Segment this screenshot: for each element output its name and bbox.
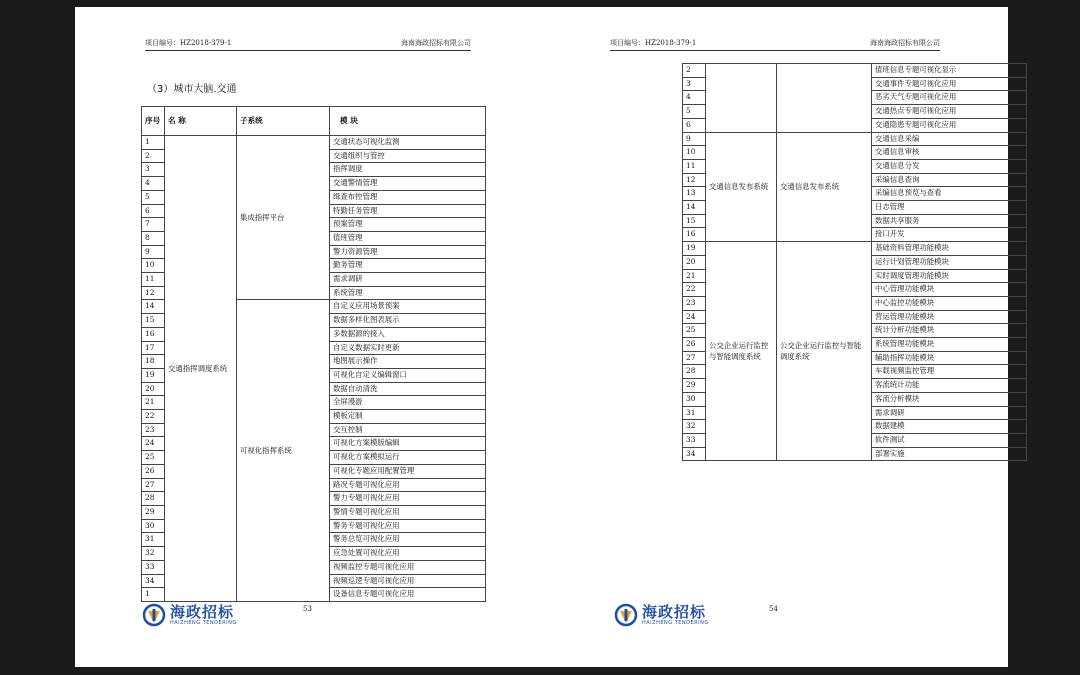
module-cell: 中心管理功能模块 xyxy=(872,283,1027,297)
module-cell: 基础资料管理功能模块 xyxy=(872,242,1027,256)
logo-chinese-text: 海政招标 xyxy=(642,602,707,621)
module-cell: 部署实施 xyxy=(872,447,1027,461)
module-cell: 指挥调度 xyxy=(330,163,486,177)
name-cell-continued xyxy=(706,64,777,133)
module-cell: 交通隐患专题可视化应用 xyxy=(872,118,1027,132)
module-cell: 营运管理功能模块 xyxy=(872,310,1027,324)
document-spread xyxy=(75,7,1008,667)
row-number: 9 xyxy=(142,245,165,259)
row-number: 28 xyxy=(142,492,165,506)
logo-mark-icon xyxy=(142,603,166,627)
subsystem-cell: 交通信息发布系统 xyxy=(777,132,872,242)
subsystem-cell: 可视化指挥系统 xyxy=(237,300,330,601)
row-number: 26 xyxy=(683,338,706,352)
row-number: 21 xyxy=(142,396,165,410)
company-logo xyxy=(614,603,709,627)
module-cell: 交通热点专题可视化应用 xyxy=(872,105,1027,119)
row-number: 30 xyxy=(142,519,165,533)
subsystem-cell: 集成指挥平台 xyxy=(237,136,330,300)
module-cell: 多数据源的接入 xyxy=(330,327,486,341)
module-cell: 值班管理 xyxy=(330,231,486,245)
logo-english-text: HAIZHENG TENDERING xyxy=(170,619,237,626)
page-54 xyxy=(542,7,1008,667)
module-cell: 应急处置可视化应用 xyxy=(330,547,486,561)
row-number: 25 xyxy=(142,451,165,465)
table-row xyxy=(683,132,1027,146)
module-cell: 交通组织与管控 xyxy=(330,149,486,163)
page-number: 54 xyxy=(769,605,778,613)
module-cell: 中心监控功能模块 xyxy=(872,296,1027,310)
module-cell: 客流统计功能 xyxy=(872,379,1027,393)
module-cell: 数据建模 xyxy=(872,420,1027,434)
module-cell: 视频监控专题可视化应用 xyxy=(330,560,486,574)
logo-chinese-text: 海政招标 xyxy=(170,602,235,621)
module-cell: 车载视频监控管理 xyxy=(872,365,1027,379)
row-number: 13 xyxy=(683,187,706,201)
module-table xyxy=(141,106,486,602)
row-number: 6 xyxy=(142,204,165,218)
module-cell: 数据共享服务 xyxy=(872,214,1027,228)
module-cell: 统计分析功能模块 xyxy=(872,324,1027,338)
row-number: 10 xyxy=(683,146,706,160)
row-number: 20 xyxy=(683,255,706,269)
system-name-cell: 交通指挥调度系统 xyxy=(165,136,237,602)
row-number: 3 xyxy=(142,163,165,177)
table-body xyxy=(683,64,1027,461)
row-number: 34 xyxy=(142,574,165,588)
row-number: 15 xyxy=(683,214,706,228)
module-cell: 自定义数据实时更新 xyxy=(330,341,486,355)
module-cell: 交通状态可视化监测 xyxy=(330,136,486,150)
module-cell: 日志管理 xyxy=(872,201,1027,215)
row-number: 1 xyxy=(142,588,165,602)
col-header-module: 模 块 xyxy=(330,107,486,136)
row-number: 34 xyxy=(683,447,706,461)
row-number: 14 xyxy=(142,300,165,314)
row-number: 22 xyxy=(683,283,706,297)
row-number: 28 xyxy=(683,365,706,379)
row-number: 3 xyxy=(683,77,706,91)
row-number: 9 xyxy=(683,132,706,146)
row-number: 18 xyxy=(142,355,165,369)
col-header-subsystem: 子系统 xyxy=(237,107,330,136)
module-cell: 设备信息专题可视化应用 xyxy=(330,588,486,602)
module-cell: 系统管理功能模块 xyxy=(872,338,1027,352)
module-cell: 模板定制 xyxy=(330,410,486,424)
project-number: 项目编号：HZ2018-379-1 xyxy=(610,39,697,47)
table-row xyxy=(683,64,1027,78)
row-number: 29 xyxy=(683,379,706,393)
module-table xyxy=(682,63,1027,461)
row-number: 2 xyxy=(683,64,706,78)
system-name-cell: 公交企业运行监控与智能调度系统 xyxy=(706,242,777,461)
module-cell: 交通警情管理 xyxy=(330,177,486,191)
module-cell: 值班信息专题可视化显示 xyxy=(872,64,1027,78)
row-number: 27 xyxy=(683,351,706,365)
row-number: 33 xyxy=(142,560,165,574)
row-number: 16 xyxy=(142,327,165,341)
module-cell: 自定义应用场景预案 xyxy=(330,300,486,314)
row-number: 31 xyxy=(683,406,706,420)
module-cell: 警务专题可视化应用 xyxy=(330,519,486,533)
row-number: 5 xyxy=(683,105,706,119)
module-cell: 交通信息采编 xyxy=(872,132,1027,146)
module-cell: 接口开发 xyxy=(872,228,1027,242)
row-number: 12 xyxy=(683,173,706,187)
table-row xyxy=(683,242,1027,256)
row-number: 14 xyxy=(683,201,706,215)
module-cell: 警力资源管理 xyxy=(330,245,486,259)
row-number: 17 xyxy=(142,341,165,355)
row-number: 19 xyxy=(683,242,706,256)
module-cell: 地图展示操作 xyxy=(330,355,486,369)
row-number: 1 xyxy=(142,136,165,150)
company-name: 海南海政招标有限公司 xyxy=(401,39,471,47)
page-header xyxy=(610,38,940,51)
module-cell: 可视化方案模拟运行 xyxy=(330,451,486,465)
row-number: 32 xyxy=(142,547,165,561)
project-number: 项目编号：HZ2018-379-1 xyxy=(145,39,232,47)
module-cell: 全屏漫游 xyxy=(330,396,486,410)
table-body xyxy=(142,136,486,602)
module-cell: 交互控制 xyxy=(330,423,486,437)
row-number: 33 xyxy=(683,433,706,447)
module-cell: 辅助指挥功能模块 xyxy=(872,351,1027,365)
row-number: 8 xyxy=(142,231,165,245)
row-number: 15 xyxy=(142,314,165,328)
module-cell: 路况专题可视化应用 xyxy=(330,478,486,492)
module-cell: 预案管理 xyxy=(330,218,486,232)
logo-english-text: HAIZHENG TENDERING xyxy=(642,619,709,626)
row-number: 11 xyxy=(142,273,165,287)
subsystem-cell: 公交企业运行监控与智能调度系统 xyxy=(777,242,872,461)
module-cell: 数据自动清洗 xyxy=(330,382,486,396)
row-number: 25 xyxy=(683,324,706,338)
row-number: 16 xyxy=(683,228,706,242)
row-number: 22 xyxy=(142,410,165,424)
table-row xyxy=(142,136,486,150)
company-name: 海南海政招标有限公司 xyxy=(870,39,940,47)
row-number: 23 xyxy=(683,296,706,310)
module-cell: 软件测试 xyxy=(872,433,1027,447)
module-cell: 需求调研 xyxy=(872,406,1027,420)
row-number: 7 xyxy=(142,218,165,232)
logo-mark-icon xyxy=(614,603,638,627)
page-header xyxy=(145,38,471,51)
module-cell: 视频巡逻专题可视化应用 xyxy=(330,574,486,588)
subsystem-cell-continued xyxy=(777,64,872,133)
row-number: 20 xyxy=(142,382,165,396)
module-cell: 特勤任务管理 xyxy=(330,204,486,218)
row-number: 4 xyxy=(142,177,165,191)
row-number: 4 xyxy=(683,91,706,105)
module-cell: 需求调研 xyxy=(330,273,486,287)
module-cell: 客流分析模块 xyxy=(872,392,1027,406)
row-number: 26 xyxy=(142,464,165,478)
module-cell: 采编信息查询 xyxy=(872,173,1027,187)
module-cell: 恶劣天气专题可视化应用 xyxy=(872,91,1027,105)
row-number: 24 xyxy=(142,437,165,451)
row-number: 23 xyxy=(142,423,165,437)
col-header-name: 名 称 xyxy=(165,107,237,136)
module-cell: 警情专题可视化应用 xyxy=(330,505,486,519)
row-number: 32 xyxy=(683,420,706,434)
row-number: 27 xyxy=(142,478,165,492)
row-number: 19 xyxy=(142,368,165,382)
module-cell: 可视化方案模版编辑 xyxy=(330,437,486,451)
module-cell: 警务总览可视化应用 xyxy=(330,533,486,547)
row-number: 30 xyxy=(683,392,706,406)
module-cell: 勤务管理 xyxy=(330,259,486,273)
module-cell: 采编信息预览与查看 xyxy=(872,187,1027,201)
row-number: 12 xyxy=(142,286,165,300)
section-title: （3）城市大脑.交通 xyxy=(147,84,237,95)
company-logo xyxy=(142,603,237,627)
module-cell: 实时调度管理功能模块 xyxy=(872,269,1027,283)
row-number: 24 xyxy=(683,310,706,324)
row-number: 5 xyxy=(142,190,165,204)
row-number: 2 xyxy=(142,149,165,163)
module-cell: 警力专题可视化应用 xyxy=(330,492,486,506)
module-cell: 交通信息审核 xyxy=(872,146,1027,160)
module-cell: 缉查布控管理 xyxy=(330,190,486,204)
module-cell: 交通信息分发 xyxy=(872,159,1027,173)
row-number: 29 xyxy=(142,505,165,519)
row-number: 6 xyxy=(683,118,706,132)
module-cell: 交通事件专题可视化应用 xyxy=(872,77,1027,91)
col-header-no: 序号 xyxy=(142,107,165,136)
page-number: 53 xyxy=(303,605,312,613)
system-name-cell: 交通信息发布系统 xyxy=(706,132,777,242)
page-53 xyxy=(75,7,541,667)
module-cell: 运行计划管理功能模块 xyxy=(872,255,1027,269)
module-cell: 数据多样化图表展示 xyxy=(330,314,486,328)
row-number: 10 xyxy=(142,259,165,273)
table-header-row xyxy=(142,107,486,136)
row-number: 21 xyxy=(683,269,706,283)
module-cell: 系统管理 xyxy=(330,286,486,300)
module-cell: 可视化自定义编辑窗口 xyxy=(330,368,486,382)
row-number: 31 xyxy=(142,533,165,547)
module-cell: 可视化专题应用配置管理 xyxy=(330,464,486,478)
row-number: 11 xyxy=(683,159,706,173)
